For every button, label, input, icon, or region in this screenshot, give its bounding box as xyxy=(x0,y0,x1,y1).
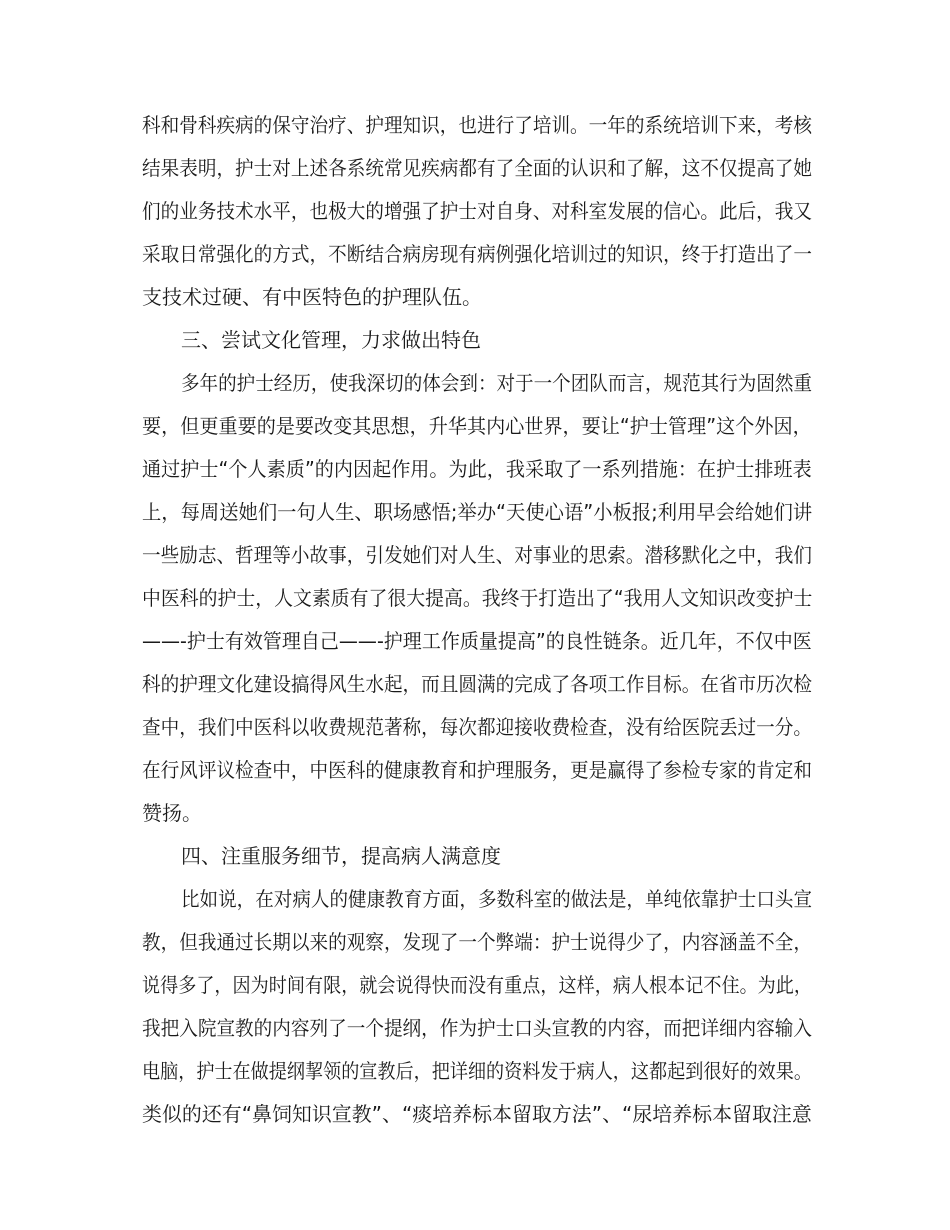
paragraph-line: 结果表明，护士对上述各系统常见疾病都有了全面的认识和了解，这不仅提高了她 xyxy=(142,156,812,180)
paragraph-line: 类似的还有“鼻饲知识宣教”、“痰培养标本留取方法”、“尿培养标本留取注意 xyxy=(142,1102,812,1126)
section-heading: 三、尝试文化管理，力求做出特色 xyxy=(181,328,481,352)
paragraph-line: 赞扬。 xyxy=(142,801,202,825)
paragraph-line: 通过护士“个人素质”的内因起作用。为此，我采取了一系列措施：在护士排班表 xyxy=(142,457,812,481)
paragraph-line: 电脑，护士在做提纲挈领的宣教后，把详细的资料发于病人，这都起到很好的效果。 xyxy=(142,1059,812,1083)
paragraph-line: 科的护理文化建设搞得风生水起，而且圆满的完成了各项工作目标。在省市历次检 xyxy=(142,672,812,696)
paragraph-line: 采取日常强化的方式，不断结合病房现有病例强化培训过的知识，终于打造出了一 xyxy=(142,242,812,266)
paragraph-line: 一些励志、哲理等小故事，引发她们对人生、对事业的思索。潜移默化之中，我们 xyxy=(142,543,812,567)
paragraph-line: 多年的护士经历，使我深切的体会到：对于一个团队而言，规范其行为固然重 xyxy=(181,371,812,395)
paragraph-line: ——-护士有效管理自己——-护理工作质量提高”的良性链条。近几年，不仅中医 xyxy=(142,629,812,653)
paragraph-line: 查中，我们中医科以收费规范著称，每次都迎接收费检查，没有给医院丢过一分。 xyxy=(142,715,812,739)
section-heading: 四、注重服务细节，提高病人满意度 xyxy=(181,844,501,868)
paragraph-line: 支技术过硬、有中医特色的护理队伍。 xyxy=(142,285,482,309)
paragraph-line: 科和骨科疾病的保守治疗、护理知识，也进行了培训。一年的系统培训下来，考核 xyxy=(142,113,812,137)
paragraph-line: 们的业务技术水平，也极大的增强了护士对自身、对科室发展的信心。此后，我又 xyxy=(142,199,812,223)
paragraph-line: 在行风评议检查中，中医科的健康教育和护理服务，更是赢得了参检专家的肯定和 xyxy=(142,758,812,782)
paragraph-line: 我把入院宣教的内容列了一个提纲，作为护士口头宣教的内容，而把详细内容输入 xyxy=(142,1016,812,1040)
paragraph-line: 要，但更重要的是要改变其思想，升华其内心世界，要让“护士管理”这个外因， xyxy=(142,414,812,438)
paragraph-line: 上，每周送她们一句人生、职场感悟;举办“天使心语”小板报;利用早会给她们讲 xyxy=(142,500,813,524)
paragraph-line: 中医科的护士，人文素质有了很大提高。我终于打造出了“我用人文知识改变护士 xyxy=(142,586,813,610)
paragraph-line: 说得多了，因为时间有限，就会说得快而没有重点，这样，病人根本记不住。为此， xyxy=(142,973,812,997)
paragraph-line: 教，但我通过长期以来的观察，发现了一个弊端：护士说得少了，内容涵盖不全， xyxy=(142,930,812,954)
paragraph-line: 比如说，在对病人的健康教育方面，多数科室的做法是，单纯依靠护士口头宣 xyxy=(181,887,812,911)
